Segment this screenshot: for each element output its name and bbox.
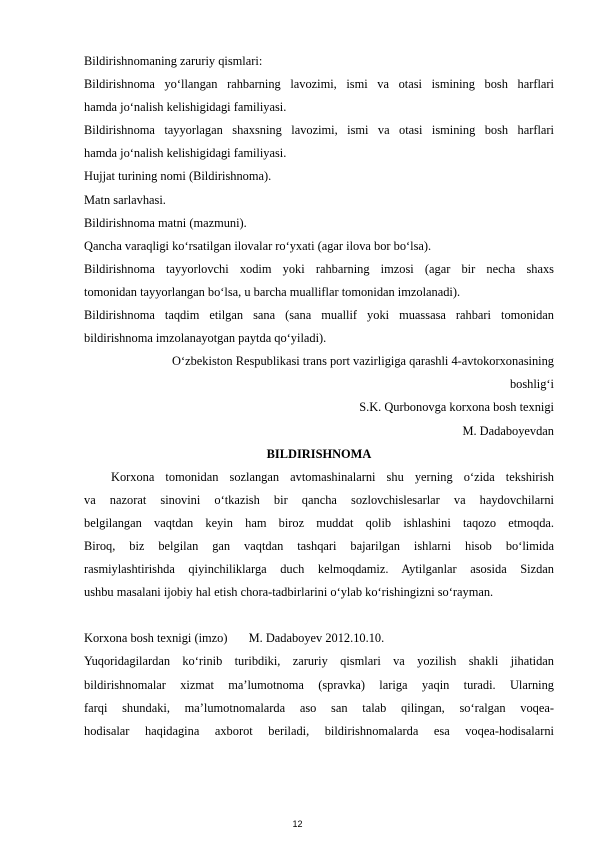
signature-line	[84, 627, 554, 650]
requisite-line: Qancha varaqligi ko‘rsatilgan ilovalar ro‘yxati (agar ilova bor bo‘lsa).	[84, 238, 432, 253]
requisite-line: Bildirishnoma yo‘llangan rahbarning lavozimi, ismi va otasi ismining bosh harflari	[84, 77, 554, 92]
addressee-line: O‘zbekiston Respublikasi trans port vazirligiga qarashli 4-avtokorxonasining	[172, 354, 554, 369]
requisite-line: hamda jo‘nalish kelishigidagi familiyasi.	[84, 146, 287, 161]
body-line: rasmiylashtirishda qiyinchiliklarga duch kelmoqdamiz. Aytilganlar asosida Sizdan	[84, 562, 554, 577]
requisite-line: Hujjat turining nomi (Bildirishnoma).	[84, 169, 272, 184]
body-line: Korxona tomonidan sozlangan avtomashinalarni shu yerning o‘zida tekshirish	[111, 469, 554, 484]
addressee-line: boshlig‘i	[509, 377, 554, 392]
requisite-line: Bildirishnoma matni (mazmuni).	[84, 215, 247, 230]
document-heading: BILDIRISHNOMA	[266, 446, 372, 461]
page-number: 12	[292, 819, 303, 829]
closing-line: bildirishnomalar xizmat ma’lumotnoma (spravka) lariga yaqin turadi. Ularning	[84, 677, 554, 692]
requisite-line: Bildirishnoma taqdim etilgan sana (sana muallif yoki muassasa rahbari tomonidan	[84, 308, 554, 323]
addressee-line: S.K. Qurbonovga korxona bosh texnigi	[359, 400, 554, 415]
closing-line: Yuqoridagilardan ko‘rinib turibdiki, zaruriy qismlari va yozilish shakli jihatidan	[84, 654, 554, 669]
signature-name-date: M. Dadaboyev 2012.10.10.	[248, 631, 385, 646]
body-line: belgilangan vaqtdan keyin ham biroz muddat qolib ishlashini taqozo etmoqda.	[84, 515, 554, 530]
body-line: va nazorat sinovini o‘tkazish bir qancha sozlovchislesarlar va haydovchilarni	[84, 492, 554, 507]
body-line: ushbu masalani ijobiy hal etish chora-tadbirlarini o‘ylab ko‘rishingizni so‘rayman.	[84, 585, 494, 600]
document-page	[84, 50, 554, 743]
addressee-line: M. Dadaboyevdan	[462, 423, 554, 438]
requisite-line: Bildirishnoma tayyorlovchi xodim yoki rahbarning imzosi (agar bir necha shaxs	[84, 261, 554, 276]
blank-line	[84, 604, 554, 627]
requisites-title: Bildirishnomaning zaruriy qismlari:	[84, 54, 263, 68]
closing-line: hodisalar haqidagina axborot beriladi, bildirishnomalarda esa voqea-hodisalarni	[84, 723, 554, 738]
signature-position: Korxona bosh texnigi (imzo)	[84, 631, 228, 646]
requisite-line: bildirishnoma imzolanayotgan paytda qo‘yiladi).	[84, 331, 327, 346]
requisite-line: tomonidan tayyorlangan bo‘lsa, u barcha mualliflar tomonidan imzolanadi).	[84, 284, 461, 299]
requisite-line: hamda jo‘nalish kelishigidagi familiyasi.	[84, 100, 287, 115]
closing-line: farqi shundaki, ma’lumotnomalarda aso san talab qilingan, so‘ralgan voqea-	[84, 700, 554, 715]
requisite-line: Bildirishnoma tayyorlagan shaxsning lavozimi, ismi va otasi ismining bosh harflari	[84, 123, 554, 138]
requisite-line: Matn sarlavhasi.	[84, 192, 166, 207]
body-line: Biroq, biz belgilan gan vaqtdan tashqari bajarilgan ishlarni hisob bo‘limida	[84, 538, 554, 553]
